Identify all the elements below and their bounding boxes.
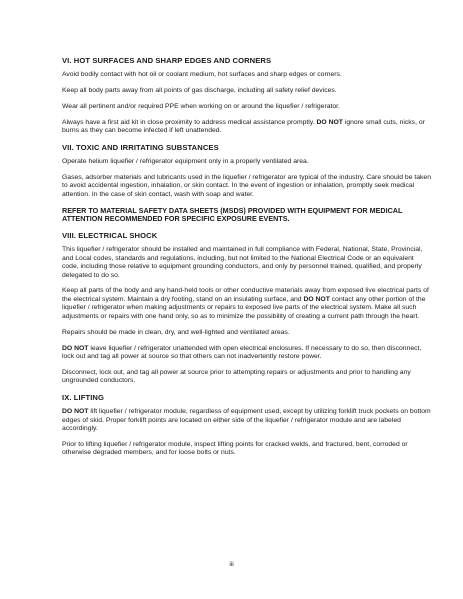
- paragraph: This liquefier / refrigerator should be installed and maintained in full compliance with Federal, National, State, Provincial, and Local codes, standards and regulations, including, but not limited to the National Electrical Code or an equivalent code, including those relative to equipment grounding conductors, and only by personnel trained, qualified, and properly delegated to do so.: [62, 246, 423, 279]
- paragraph: Keep all body parts away from all points of gas discharge, including all safety relief devices.: [62, 86, 337, 94]
- paragraph: Avoid bodily contact with hot oil or coolant medium, hot surfaces and sharp edges or corners.: [62, 71, 342, 78]
- text-run: Always have a first aid kit in close proximity to address medical assistance promptly.: [62, 118, 317, 126]
- msds-warning: REFER TO MATERIAL SAFETY DATA SHEETS (MSDS) PROVIDED WITH EQUIPMENT FOR MEDICAL ATTENTION RECOMMENDED FOR SPECIFIC EXPOSURE EVENTS.: [62, 205, 403, 224]
- paragraph: [62, 287, 432, 321]
- section-heading: IX. LIFTING: [62, 393, 105, 403]
- emphasis-do-not: DO NOT: [316, 118, 343, 126]
- section-toxic-substances: [62, 143, 432, 224]
- paragraph: Wear all pertinent and/or required PPE when working on or around the liquefier / refrigerator.: [62, 102, 340, 110]
- paragraph: Disconnect, lock out, and tag all power at source prior to attempting repairs or adjustments and prior to handling any ungrounded conductors.: [62, 368, 411, 385]
- emphasis-do-not: DO NOT: [62, 408, 89, 416]
- text-run: contact any other portion of the liquefier / refrigerator when making adjustments or repairs to exposed live parts of the electrical system. Make all such adjustments or repairs with one hand only, so as to minimize the possibility of creating a current path through the heart.: [62, 295, 426, 320]
- paragraph: [62, 119, 432, 136]
- paragraph: [62, 408, 432, 433]
- section-heading: VI. HOT SURFACES AND SHARP EDGES AND CORNERS: [62, 56, 272, 65]
- paragraph: Repairs should be made in clean, dry, and well-lighted and ventilated areas.: [62, 328, 290, 336]
- text-run: Keep all parts of the body and any hand-held tools or other conductive materials away from exposed live electrical parts of the electrical system. Maintain a dry footing, stand on an insulating surface, and: [62, 287, 429, 303]
- paragraph: Operate helium liquefier / refrigerator equipment only in a properly ventilated area.: [62, 158, 309, 166]
- paragraph: Prior to lifting liquefier / refrigerator module, inspect lifting points for cracked welds, and fractured, bent, corroded or otherwise degraded members, and for loose bolts or nuts.: [62, 440, 408, 457]
- section-electrical-shock: [62, 231, 432, 385]
- emphasis-do-not: DO NOT: [303, 295, 330, 303]
- text-run: ignore small cuts, nicks, or burns as they can become infected if left unattended.: [62, 118, 425, 135]
- paragraph: [62, 345, 432, 362]
- section-heading: VII. TOXIC AND IRRITATING SUBSTANCES: [62, 143, 219, 153]
- section-hot-surfaces: [62, 56, 432, 136]
- section-heading: VIII. ELECTRICAL SHOCK: [62, 231, 158, 241]
- text-run: lift liquefier / refrigerator module, regardless of equipment used, except by utilizing forklift truck pockets on bottom edges of skid. Proper forklift points are located on either side of the liquefier / refrigerator module and are labeled accordingly.: [62, 408, 431, 432]
- paragraph: Gases, adsorber materials and lubricants used in the liquefier / refrigerator are typical of the industry. Care should be taken to avoid accidental ingestion, inhalation, or skin contact. In the event of ingestion or inhalation, promptly seek medical attention. In the case of skin contact, wash with soap and water.: [62, 173, 431, 198]
- page-number: iii: [229, 561, 234, 568]
- section-lifting: [62, 393, 432, 458]
- emphasis-do-not: DO NOT: [62, 344, 89, 352]
- document-page: [62, 56, 432, 465]
- text-run: leave liquefier / refrigerator unattended with open electrical enclosures. If necessary to do so, then disconnect, lock out and tag all power at source so that others can not inadvertently restore power.: [62, 344, 422, 360]
